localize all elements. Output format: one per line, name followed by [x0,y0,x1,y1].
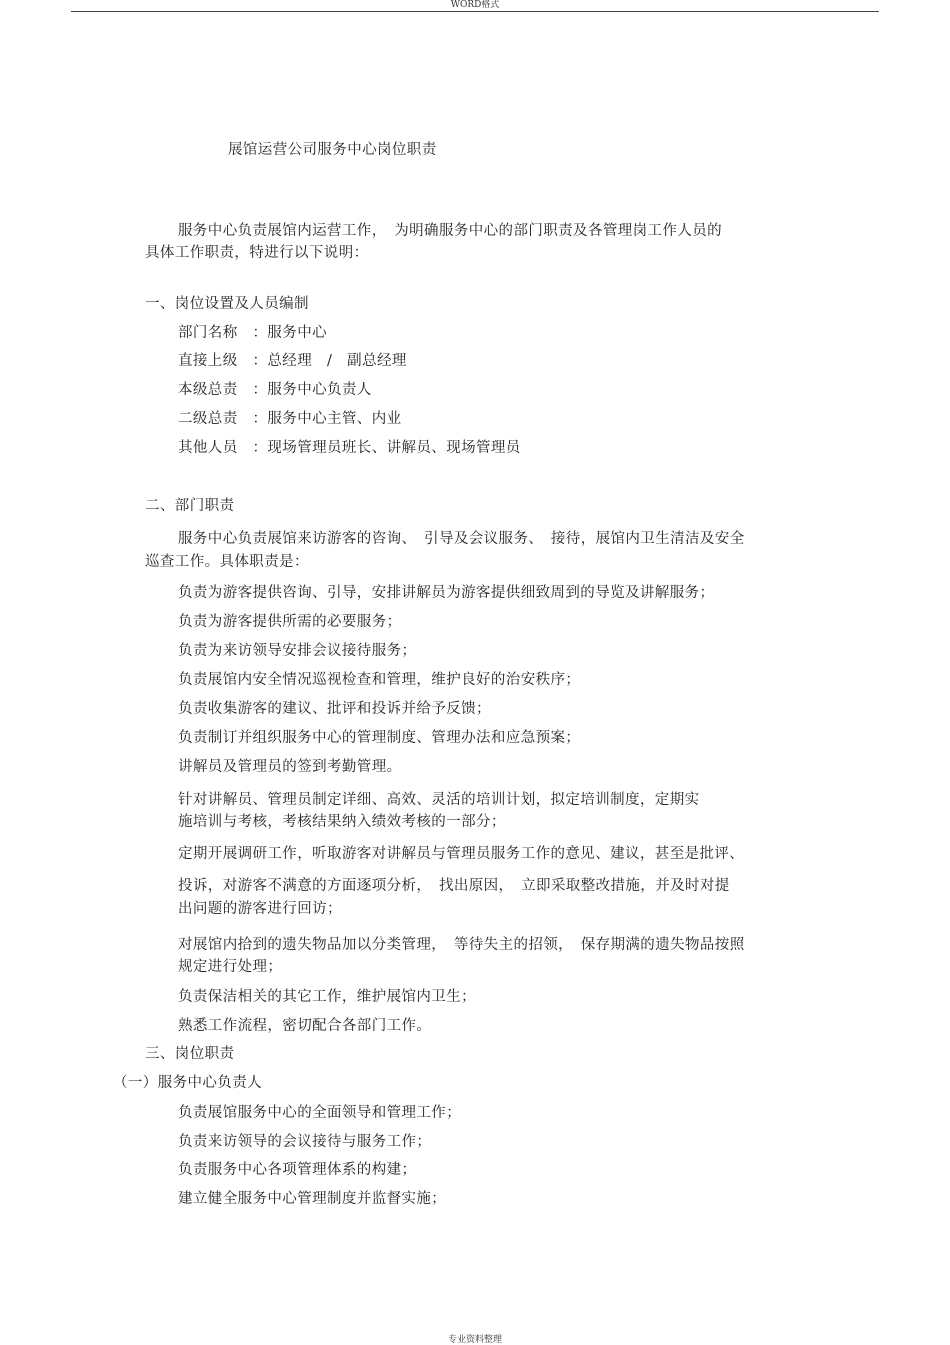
intro-line-1: 服务中心负责展馆内运营工作， 为明确服务中心的部门职责及各管理岗工作人员的 [178,223,723,239]
duty-item-continued: 规定进行处理； [178,959,283,975]
section-2-intro-line-1: 服务中心负责展馆来访游客的咨询、 引导及会议服务、 接待，展馆内卫生清洁及安全 [178,531,745,547]
duty-item: 讲解员及管理员的签到考勤管理。 [178,759,402,775]
position-row: 部门名称 ：服务中心 [178,325,327,341]
responsibility-item: 负责展馆服务中心的全面领导和管理工作； [178,1105,462,1121]
duty-item: 针对讲解员、管理员制定详细、高效、灵活的培训计划，拟定培训制度，定期实 [178,792,700,808]
position-row: 其他人员 ：现场管理员班长、讲解员、现场管理员 [178,440,521,456]
duty-item: 负责制订并组织服务中心的管理制度、管理办法和应急预案； [178,730,581,746]
duty-item-continued: 出问题的游客进行回访； [178,901,342,917]
section-2-intro-line-2: 巡查工作。具体职责是： [145,554,309,570]
page-header-text: WORD格式 [450,0,500,10]
subsection-heading: （一）服务中心负责人 [113,1075,262,1091]
duty-item: 对展馆内拾到的遗失物品加以分类管理， 等待失主的招领， 保存期满的遗失物品按照 [178,937,745,953]
duty-item: 负责展馆内安全情况巡视检查和管理，维护良好的治安秩序； [178,672,581,688]
duty-item: 熟悉工作流程，密切配合各部门工作。 [178,1018,432,1034]
header-rule [71,11,879,12]
duty-item: 负责为游客提供所需的必要服务； [178,614,402,630]
duty-item-continued: 投诉，对游客不满意的方面逐项分析， 找出原因， 立即采取整改措施，并及时对提 [178,878,730,894]
responsibility-item: 负责服务中心各项管理体系的构建； [178,1162,417,1178]
position-row: 二级总责 ：服务中心主管、内业 [178,411,402,427]
document-title: 展馆运营公司服务中心岗位职责 [228,142,437,158]
section-2-heading: 二、部门职责 [145,498,235,514]
duty-item-continued: 施培训与考核，考核结果纳入绩效考核的一部分； [178,814,506,830]
duty-item: 负责为来访领导安排会议接待服务； [178,643,417,659]
intro-line-2: 具体工作职责，特进行以下说明： [145,245,369,261]
duty-item: 定期开展调研工作，听取游客对讲解员与管理员服务工作的意见、建议，甚至是批评、 [178,846,745,862]
duty-item: 负责收集游客的建议、批评和投诉并给予反馈； [178,701,491,717]
duty-item: 负责为游客提供咨询、引导，安排讲解员为游客提供细致周到的导览及讲解服务； [178,585,715,601]
page-footer-text: 专业资料整理 [447,1335,502,1345]
responsibility-item: 建立健全服务中心管理制度并监督实施； [178,1191,447,1207]
section-3-heading: 三、岗位职责 [145,1046,235,1062]
position-row: 本级总责 ：服务中心负责人 [178,382,372,398]
section-1-heading: 一、岗位设置及人员编制 [145,296,309,312]
duty-item: 负责保洁相关的其它工作，维护展馆内卫生； [178,989,476,1005]
position-row: 直接上级 ：总经理 / 副总经理 [178,353,407,369]
responsibility-item: 负责来访领导的会议接待与服务工作； [178,1134,432,1150]
